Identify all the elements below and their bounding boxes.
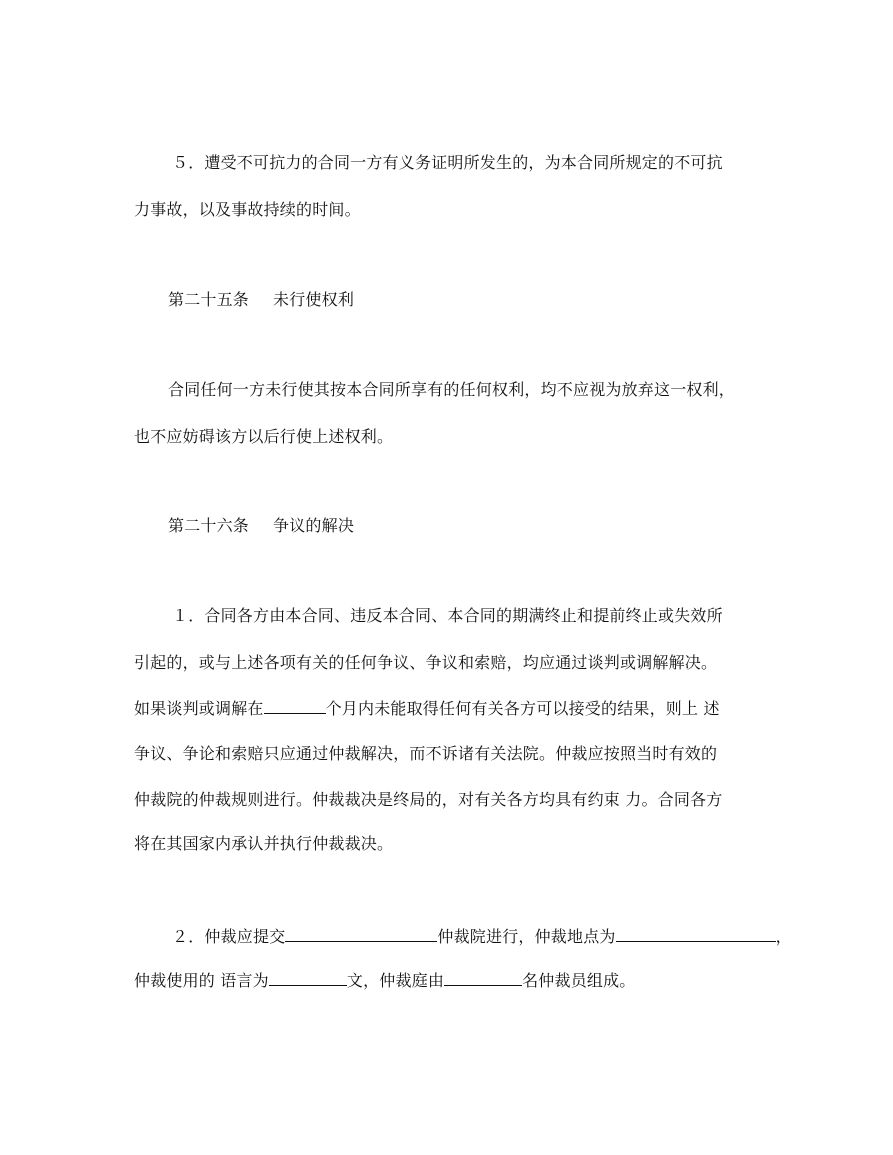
article-26-item-2-line-1 [172, 926, 792, 946]
article-26-item-1-line-2: 引起的，或与上述各项有关的任何争议、争议和索赔，均应通过谈判或调解解决。 [134, 653, 718, 672]
tribunal-label: 文，仲裁庭由 [346, 971, 445, 990]
article-26-number: 第二十六条 [168, 516, 250, 535]
arbitrator-count-blank [444, 970, 522, 986]
arbitration-institution-blank [285, 926, 437, 942]
article-26-title: 争议的解决 [273, 516, 355, 535]
article-26-item-1-line-3 [134, 698, 720, 718]
article-26-item-1-line-4: 争议、争论和索赔只应通过仲裁解决，而不诉诸有关法院。仲裁应按照当时有效的 [134, 744, 718, 763]
months-label-suffix: 个月内未能取得任何有关各方可以接受的结果，则上 述 [325, 699, 720, 718]
article-25-paragraph-line-2: 也不应妨碍该方以后行使上述权利。 [134, 427, 394, 446]
article-26-item-1-line-6: 将在其国家内承认并执行仲裁裁决。 [134, 834, 394, 853]
article-25-paragraph-line-1: 合同任何一方未行使其按本合同所享有的任何权利，均不应视为放弃这一权利， [168, 380, 736, 399]
article-25-heading [168, 290, 354, 310]
months-label-prefix: 如果谈判或调解在 [134, 699, 264, 718]
language-blank [269, 970, 347, 986]
language-label: 仲裁使用的 语言为 [134, 971, 269, 990]
arbitration-submit-label: ２．仲裁应提交 [172, 927, 286, 946]
arbitration-comma: ， [775, 927, 792, 946]
article-25-title: 未行使权利 [273, 290, 355, 309]
article-26-heading [168, 516, 354, 536]
arbitrator-suffix: 名仲裁员组成。 [522, 971, 636, 990]
article-26-item-1-line-1: １．合同各方由本合同、违反本合同、本合同的期满终止和提前终止或失效所 [172, 606, 723, 625]
months-blank [264, 698, 326, 714]
arbitration-place-label: 仲裁院进行，仲裁地点为 [437, 927, 616, 946]
article-26-item-2-line-2 [134, 970, 636, 990]
article-26-item-1-line-5: 仲裁院的仲裁规则进行。仲裁裁决是终局的，对有关各方均具有约束 力。合同各方 [134, 790, 723, 809]
arbitration-place-blank [616, 926, 776, 942]
clause-24-item-5-line-1: ５．遭受不可抗力的合同一方有义务证明所发生的，为本合同所规定的不可抗 [172, 153, 723, 172]
article-25-number: 第二十五条 [168, 290, 250, 309]
clause-24-item-5-line-2: 力事故，以及事故持续的时间。 [134, 200, 361, 219]
